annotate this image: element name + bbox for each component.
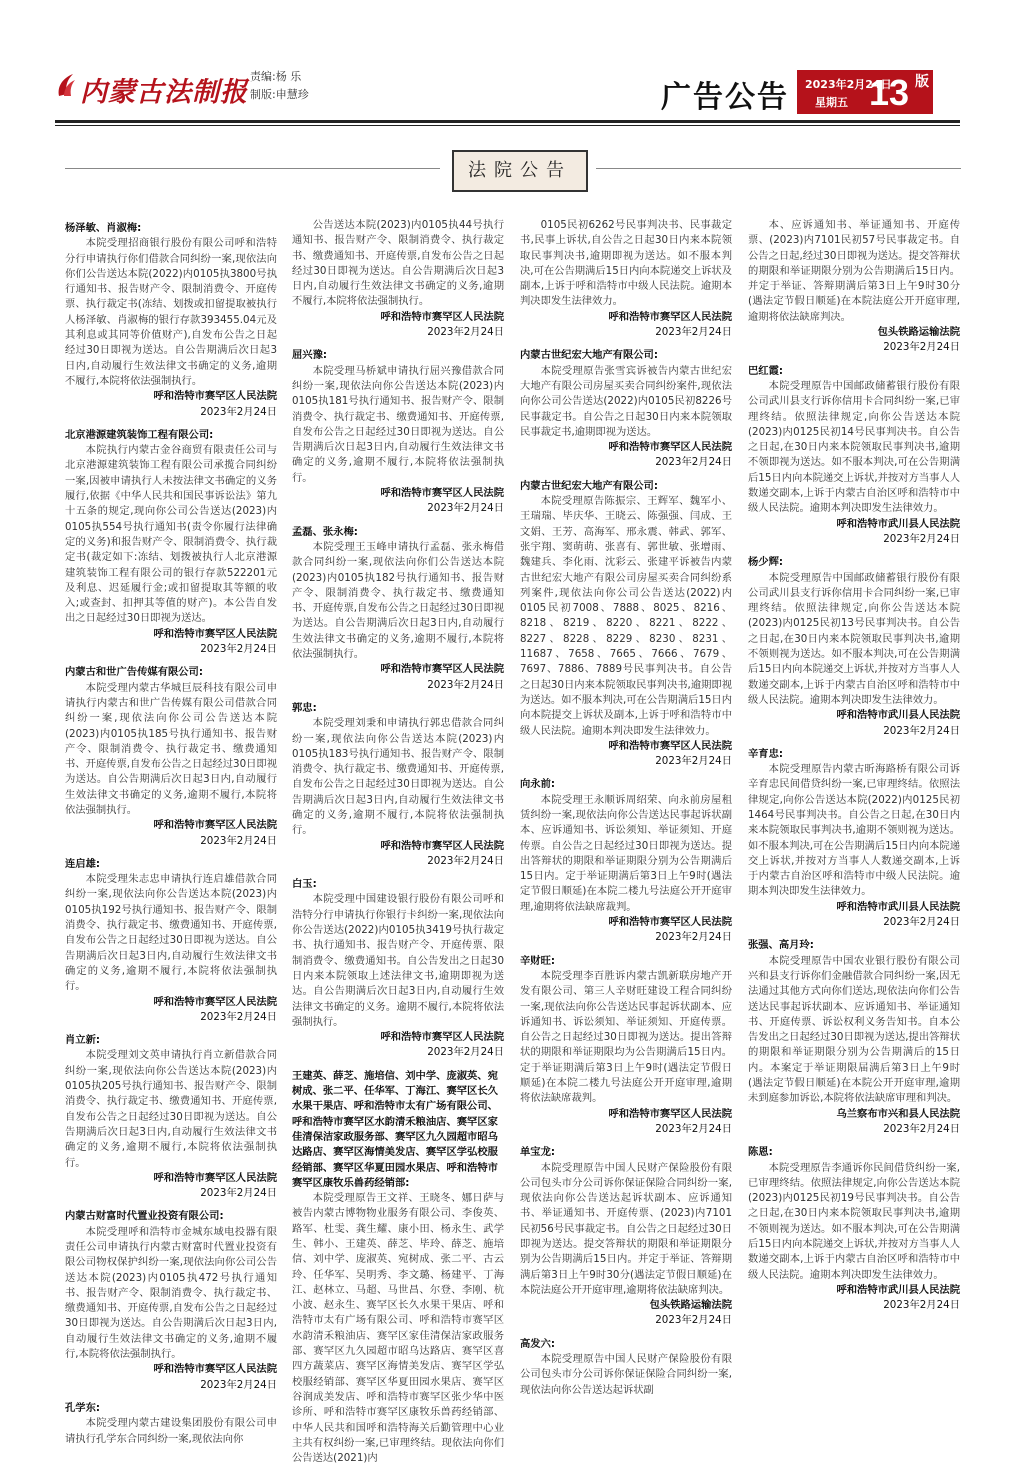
notice-body: 本院受理招商银行股份有限公司呼和浩特分行申请执行你们借款合同纠纷一案,现依法向你们公告送达本院(2022)内0105执3800号执行通知书、报告财产令、限制消费令、开庭传票、执行裁定书(冻结、划拨或扣留提取被执行人杨泽敏、肖淑梅的银行存款393455.04元及其利息或其同等价值财产),自发布公告之日起经过30日即视为送达。自公告期满后次日起3日内,自动履行生效法律文书确定的义务,逾期不履行,本院将依法强制执行。: [65, 237, 277, 387]
notice-body: 本院受理朱志忠申请执行连启雄借款合同纠纷一案,现依法向你公告送达本院(2023)内0105执192号执行通知书、报告财产令、限制消费令、执行裁定书、缴费通知书、开庭传票,自发布公告之日起经过30日即视为送达。自公告期满后次日起3日内,自动履行生效法律文书确定的义务,逾期不履行,本院将依法强制执行。: [65, 873, 277, 993]
notice-body: 0105民初6262号民事判决书、民事裁定书,民事上诉状,自公告之日起30日内来本院领取民事判决书,逾期即视为送达。如不服本判决,可在公告期满后15日内向本院递交上诉状及副本,上诉于呼和浩特市中级人民法院。逾期本判决即发生法律效力。: [520, 219, 733, 308]
notice-column-3: [520, 218, 732, 1398]
notice-body: 本院受理原告内蒙古昕海路桥有限公司诉辛育忠民间借贷纠纷一案,已审理终结。依照法律规定,向你公告送达本院(2022)内0125民初1464号民事判决书。自公告之日起,在30日内来本院领取民事判决书,逾期不领则视为送达。如不服本判决,可在公告期满后15日内向本院递交上诉状,并按对方当事人人数递交副本,上诉于内蒙古自治区呼和浩特市中级人民法院。逾期本判决即发生法律效力。: [748, 763, 961, 898]
notice-addressee: 屈兴豫:: [292, 349, 328, 362]
notice-court: 呼和浩特市赛罕区人民法院: [153, 1171, 277, 1184]
banner-line-right: [596, 168, 961, 169]
notice-body: 本院受理中国建设银行股份有限公司呼和浩特分行申请执行你银行卡纠纷一案,现依法向你公告送达(2022)内0105执3419号执行裁定书、执行通知书、报告财产令、开庭传票、限制消费令、缴费通知书。自公告发出之日起30日内来本院领取上述法律文书,逾期即视为送达。自公告期满后次日起3日内,自动履行生效法律文书确定的义务。逾期不履行,本院将依法强制执行。: [292, 893, 504, 1028]
notice-column-2: [292, 218, 504, 1466]
notice-date: 2023年2月24日: [427, 678, 504, 691]
notice-body: 本院受理王玉峰申请执行孟磊、张永梅借款合同纠纷一案,现依法向你们公告送达本院(2023)内0105执182号执行通知书、报告财产令、限制消费令、执行裁定书、缴费通知书、开庭传票,自发布公告之日起经过30日即视为送达。自公告期满后次日起3日内,自动履行生效法律文书确定的义务,逾期不履行,本院将依法强制执行。: [292, 540, 505, 661]
notice-addressee: 张强、高月玲:: [748, 939, 814, 952]
notice-court: 呼和浩特市赛罕区人民法院: [608, 441, 732, 454]
notice-court: 呼和浩特市赛罕区人民法院: [153, 627, 277, 640]
issue-date: 2023年2月24日: [805, 78, 892, 91]
notice-date: 2023年2月24日: [655, 931, 732, 944]
notice-date: 2023年2月24日: [427, 502, 504, 515]
notice-body: 本院受理原告陈振宗、王辉军、魏军小、王瑞瑞、毕庆华、王晓云、陈强强、闫成、王文娟、王芳、高海军、邢永震、韩武、郭军、张宇翔、窦萌萌、张喜有、郭世敏、张增雨、魏建兵、李化雨、沈彩云、张建平诉被告内蒙古世纪宏大地产有限公司房屋买卖合同纠纷系列案件,现依法向你公司公告送达(2022)内0105民初7008、7888、8025、8216、8218、8219、8220、8221、8222、8227、8228、8229、8230、8231、11687、7658、7665、7666、7679、7697、7886、7889号民事判决书。自公告之日起30日内来本院领取民事判决书,逾期即视为送达。如不服本判决,可在公告期满后15日内向本院提交上诉状及副本,上诉于呼和浩特市中级人民法院。逾期本判决即发生法律效力。: [520, 495, 733, 737]
notice-body: 本院受理原告中国农业银行股份有限公司兴和县支行诉你们金融借款合同纠纷一案,因无法通过其他方式向你们送达,现依法向你们公告送达民事起诉状副本、应诉通知书、举证通知书、开庭传票、诉讼权利义务告知书。自本公告发出之日起经过30日即视为送达,提出答辩状的期限和举证期限分别为公告期满后的15日内。本案定于举证期限届满后第3日上午9时(遇法定节假日顺延)在本院公开开庭审理,逾期未到庭参加诉讼,本院将依法缺席审理和判决。: [748, 954, 961, 1105]
notice-date: 2023年2月24日: [200, 643, 277, 656]
banner-title: 法院公告: [468, 160, 572, 181]
page-number: 13: [868, 72, 909, 113]
notice-column-4: [748, 218, 960, 1321]
notice-addressee: 内蒙古和世广告传媒有限公司:: [65, 666, 203, 679]
notice-body: 本院受理原告王文祥、王晓冬、娜日萨与被告内蒙古博物物业服务有限公司、李俊英、路军、杜雯、龚生耀、康小田、杨永生、武学生、韩小、王建英、薛芝、毕玲、薛芝、施培信、刘中学、庞淑英、宛树成、张二平、古云玲、任华军、吴明秀、李文璐、杨建平、丁海江、赵林立、马超、马世昌、尔登、李刚、杭小波、赵永生、赛罕区长久水果干果店、呼和浩特市太有广场有限公司、呼和浩特市赛罕区水韵清禾粮油店、赛罕区家佳清保洁家政服务部、赛罕区九久园超市昭乌达路店、赛罕区喜四方蔬菜店、赛罕区海情美发店、赛罕区学弘校服经销部、赛罕区华夏田园水果店、赛罕区谷润成美发店、呼和浩特市赛罕区张少华中医诊所、呼和浩特市赛罕区康牧乐兽药经销部、中华人民共和国呼和浩特海关后勤管理中心业主共有权纠纷一案,已审理终结。现依法向你们公告送达(2021)内: [292, 1192, 504, 1465]
notice-court: 呼和浩特市赛罕区人民法院: [153, 819, 277, 832]
notice-addressee: 陈恩:: [748, 1146, 773, 1159]
notice-body: 本院受理王永顺诉周绍荣、向永前房屋租赁纠纷一案,现依法向你公告送达民事起诉状副本、应诉通知书、诉讼须知、举证须知、开庭传票。自公告之日起经过30日即视为送达。提出答辩状的期限和举证期限分别为公告期满后15日内。定于举证期满后第3日上午9时(遇法定节假日顺延)在本院二楼九号法庭公开开庭审理,逾期将依法缺席裁判。: [520, 793, 732, 913]
notice-court: 呼和浩特市武川县人民法院: [836, 709, 960, 722]
notice-court: 呼和浩特市赛罕区人民法院: [380, 663, 504, 676]
notice-addressee: 郭忠:: [292, 701, 317, 714]
notice-addressee: 孔学东:: [65, 1401, 101, 1414]
notice-addressee: 内蒙古财富时代置业投资有限公司:: [65, 1210, 224, 1223]
notice-date: 2023年2月24日: [883, 916, 960, 929]
notice-date: 2023年2月24日: [655, 755, 732, 768]
section-banner: [452, 150, 588, 192]
notice-addressee: 内蒙古世纪宏大地产有限公司:: [520, 479, 658, 492]
notice-body: 本院受理内蒙古建设集团股份有限公司申请执行孔学东合同纠纷一案,现依法向你: [65, 1417, 277, 1445]
notice-addressee: 杨泽敏、肖淑梅:: [65, 222, 142, 234]
editor-credits: [250, 68, 309, 104]
notice-date: 2023年2月24日: [200, 1378, 277, 1391]
notice-date: 2023年2月24日: [883, 532, 960, 545]
notice-body: 本院受理呼和浩特市金城东域电投器有限责任公司申请执行内蒙古财富时代置业投资有限公司物权保护纠纷一案,现依法向你公司公告送达本院(2023)内0105执472号执行通知书、报告财产令、限制消费令、执行裁定书、缴费通知书、开庭传票,自发布公告之日起经过30日即视为送达。自公告期满后次日起3日内,自动履行生效法律文书确定的义务,逾期不履行,本院将依法强制执行。: [65, 1225, 277, 1361]
notice-date: 2023年2月24日: [200, 1010, 277, 1023]
notice-court: 呼和浩特市赛罕区人民法院: [608, 310, 732, 323]
notice-body: 本院受理马桥斌申请执行屈兴豫借款合同纠纷一案,现依法向你公告送达本院(2023)内0105执181号执行通知书、报告财产令、限制消费令、执行裁定书、缴费通知书、开庭传票,自发布公告之日起经过30日即视为送达。自公告期满后次日起3日内,自动履行生效法律文书确定的义务,逾期不履行,本院将依法强制执行。: [292, 364, 504, 484]
notice-addressee: 白玉:: [292, 878, 317, 891]
notice-court: 呼和浩特市武川县人民法院: [836, 900, 960, 913]
notice-court: 呼和浩特市赛罕区人民法院: [153, 995, 277, 1008]
notice-date: 2023年2月24日: [655, 1122, 732, 1135]
notice-court: 呼和浩特市赛罕区人民法院: [380, 839, 504, 852]
page-suffix: 版: [915, 74, 929, 90]
header-rule: [55, 120, 960, 123]
notice-body: 本院受理原告中国人民财产保险股份有限公司包头市分公司诉你保证保险合同纠纷一案,现依法向你公告送达起诉状副本、应诉通知书、举证通知书、开庭传票、(2023)内7101民初56号民事裁定书。自公告之日起经过30日即视为送达。提交答辩状的期限和举证期限分别为公告期满后15日内。并定于举证、答辩期满后第3日上午9时30分(遇法定节假日顺延)在本院法庭公开开庭审理,逾期将依法缺席判决。: [520, 1161, 732, 1296]
notice-body: 本院受理原告中国邮政储蓄银行股份有限公司武川县支行诉你信用卡合同纠纷一案,已审理终结。依照法律规定,向你公告送达本院(2023)内0125民初13号民事判决书。自公告之日起,在30日内来本院领取民事判决书,逾期不领则视为送达。如不服本判决,可在公告期满后15日内向本院递交上诉状,并按对方当事人人数递交副本,上诉于内蒙古自治区呼和浩特市中级人民法院。逾期本判决即发生法律效力。: [748, 571, 961, 706]
editor: 责编:杨 乐: [250, 70, 302, 83]
section-title: 广告公告: [661, 80, 789, 115]
notice-date: 2023年2月24日: [655, 1314, 732, 1327]
notice-body: 本院受理原告中国人民财产保险股份有限公司包头市分公司诉你保证保险合同纠纷一案,现依法向你公告送达起诉状副: [520, 1353, 732, 1396]
issue-weekday: 星期五: [815, 96, 848, 109]
notice-date: 2023年2月24日: [200, 1187, 277, 1200]
notice-date: 2023年2月24日: [883, 1122, 960, 1135]
notice-column-1: [65, 218, 277, 1447]
notice-court: 呼和浩特市赛罕区人民法院: [608, 1107, 732, 1120]
notice-addressee: 孟磊、张永梅:: [292, 525, 358, 538]
banner-line-left: [65, 168, 440, 169]
notice-court: 呼和浩特市武川县人民法院: [836, 1283, 960, 1296]
notice-date: 2023年2月24日: [427, 1046, 504, 1059]
notice-date: 2023年2月24日: [655, 326, 732, 339]
notice-addressee: 杨少辉:: [748, 556, 784, 569]
notice-addressee: 巴红霞:: [748, 364, 784, 377]
notice-court: 呼和浩特市赛罕区人民法院: [608, 916, 732, 929]
notice-court: 呼和浩特市赛罕区人民法院: [153, 1363, 277, 1376]
notice-body: 本院受理原告张雪宾诉被告内蒙古世纪宏大地产有限公司房屋买卖合同纠纷案件,现依法向你公司公告送达(2022)内0105民初8226号民事裁定书。自公告之日起30日内来本院领取民事裁定书,逾期即视为送达。: [520, 364, 732, 438]
notice-addressee: 北京港源建筑装饰工程有限公司:: [65, 428, 214, 441]
notice-body: 本院受理刘文英申请执行肖立新借款合同纠纷一案,现依法向你公告送达本院(2023)内0105执205号执行通知书、报告财产令、限制消费令、执行裁定书、缴费通知书、开庭传票,自发布公告之日起经过30日即视为送达。自公告期满后次日起3日内,自动履行生效法律文书确定的义务,逾期不履行,本院将依法强制执行。: [65, 1049, 277, 1169]
header-rule-thin: [55, 125, 960, 126]
masthead: [55, 60, 970, 120]
notice-body: 本院受理李百胜诉内蒙古凯新联房地产开发有限公司、第三人辛财旺建设工程合同纠纷一案,现依法向你公告送达民事起诉状副本、应诉通知书、诉讼须知、举证须知、开庭传票。自公告之日起经过30日即视为送达。提出答辩状的期限和举证期限均为公告期满后15日内。定于举证期满后第3日上午9时(遇法定节假日顺延)在本院二楼九号法庭公开开庭审理,逾期将依法缺席裁判。: [520, 969, 732, 1105]
notice-date: 2023年2月24日: [427, 854, 504, 867]
notice-body: 本院受理刘秉和申请执行郭忠借款合同纠纷一案,现依法向你公告送达本院(2023)内0105执183号执行通知书、报告财产令、限制消费令、执行裁定书、缴费通知书、开庭传票,自发布公告之日起经过30日即视为送达。自公告期满后次日起3日内,自动履行生效法律文书确定的义务,逾期不履行,本院将依法强制执行。: [292, 717, 504, 837]
notice-body: 公告送达本院(2023)内0105执44号执行通知书、报告财产令、限制消费令、执行裁定书、缴费通知书、开庭传票,自发布公告之日起经过30日即视为送达。自公告期满后次日起3日内,自动履行生效法律文书确定的义务,逾期不履行,本院将依法强制执行。: [292, 219, 504, 308]
notice-court: 呼和浩特市赛罕区人民法院: [380, 487, 504, 500]
notice-court: 呼和浩特市武川县人民法院: [836, 517, 960, 530]
notice-date: 2023年2月24日: [200, 834, 277, 847]
notice-date: 2023年2月24日: [883, 1299, 960, 1312]
notice-court: 呼和浩特市赛罕区人民法院: [153, 390, 277, 403]
notice-addressee: 单宝龙:: [520, 1146, 556, 1159]
notice-body: 本、应诉通知书、举证通知书、开庭传票、(2023)内7101民初57号民事裁定书。自公告之日起,经过30日即视为送达。提交答辩状的期限和举证期限分别为公告期满后15日内。并定于举证、答辩期满后第3日上午9时30分(遇法定节假日顺延)在本院法庭公开开庭审理,逾期将依法缺席判决。: [748, 219, 961, 323]
producer: 制版:申慧珍: [250, 88, 309, 101]
date-box: [797, 70, 933, 114]
notice-date: 2023年2月24日: [883, 341, 960, 354]
notice-date: 2023年2月24日: [883, 724, 960, 737]
notice-date: 2023年2月24日: [655, 456, 732, 469]
notice-body: 本院受理内蒙古华城巨辰科技有限公司申请执行内蒙古和世广告传媒有限公司借款合同纠纷一案,现依法向你公司公告送达本院(2023)内0105执185号执行通知书、报告财产令、限制消费令、执行裁定书、缴费通知书、开庭传票,自发布公告之日起经过30日即视为送达。自公告期满后次日起3日内,自动履行生效法律文书确定的义务,逾期不履行,本院将依法强制执行。: [65, 681, 278, 816]
newspaper-logo: 内蒙古法制报: [80, 77, 248, 108]
notice-addressee: 连启雄:: [65, 857, 101, 870]
notice-body: 本院受理原告李通诉你民间借贷纠纷一案,已审理终结。依照法律规定,向你公告送达本院(2023)内0125民初19号民事判决书。自公告之日起,在30日内来本院领取民事判决书,逾期不领则视为送达。如不服本判决,可在公告期满后15日内向本院递交上诉状,并按对方当事人人数递交副本,上诉于内蒙古自治区呼和浩特市中级人民法院。逾期本判决即发生法律效力。: [748, 1161, 961, 1281]
newspaper-logo-icon: [55, 72, 77, 98]
notice-court: 呼和浩特市赛罕区人民法院: [608, 739, 732, 752]
notice-court: 乌兰察布市兴和县人民法院: [836, 1107, 960, 1120]
notice-addressee: 王建英、薛芝、施培信、刘中学、庞淑英、宛树成、张二平、任华军、丁海江、赛罕区长久水果干果店、呼和浩特市太有广场有限公司、呼和浩特市赛罕区水韵清禾粮油店、赛罕区家佳清保洁家政服务部、赛罕区九久园超市昭乌达路店、赛罕区海情美发店、赛罕区学弘校服经销部、赛罕区华夏田园水果店、呼和浩特市赛罕区康牧乐兽药经销部:: [292, 1069, 498, 1189]
notice-court: 呼和浩特市赛罕区人民法院: [380, 1031, 504, 1044]
notice-court: 呼和浩特市赛罕区人民法院: [380, 310, 504, 323]
notice-body: 本院执行内蒙古金谷商贸有限责任公司与北京港源建筑装饰工程有限公司承揽合同纠纷一案,因被申请执行人未按法律文书确定的义务履行,依据《中华人民共和国民事诉讼法》第九十五条的规定,现向你公司公告送达(2023)内0105执554号执行通知书(责令你履行法律确定的义务)和报告财产令、限制消费令、执行裁定书(裁定如下:冻结、划拨被执行人北京港源建筑装饰工程有限公司的银行存款522201元及利息、迟延履行金;或扣留提取其等额的收入;或查封、扣押其等值的财产)。本公告自发出之日起经过30日即视为送达。: [65, 444, 277, 625]
notice-addressee: 高发六:: [520, 1337, 556, 1350]
notice-court: 包头铁路运输法院: [877, 326, 960, 339]
notice-addressee: 肖立新:: [65, 1034, 101, 1047]
notice-addressee: 辛育忠:: [748, 747, 784, 760]
notice-body: 本院受理原告中国邮政储蓄银行股份有限公司武川县支行诉你信用卡合同纠纷一案,已审理终结。依照法律规定,向你公告送达本院(2023)内0125民初14号民事判决书。自公告之日起,在30日内来本院领取民事判决书,逾期不领即视为送达。如不服本判决,可在公告期满后15日内向本院递交上诉状,并按对方当事人人数递交副本,上诉于内蒙古自治区呼和浩特市中级人民法院。逾期本判决即发生法律效力。: [748, 379, 961, 515]
notice-court: 包头铁路运输法院: [649, 1299, 732, 1312]
notice-date: 2023年2月24日: [200, 405, 277, 418]
notice-date: 2023年2月24日: [427, 326, 504, 339]
notice-addressee: 内蒙古世纪宏大地产有限公司:: [520, 349, 658, 362]
notice-addressee: 辛财旺:: [520, 954, 556, 967]
notice-addressee: 向永前:: [520, 778, 556, 791]
